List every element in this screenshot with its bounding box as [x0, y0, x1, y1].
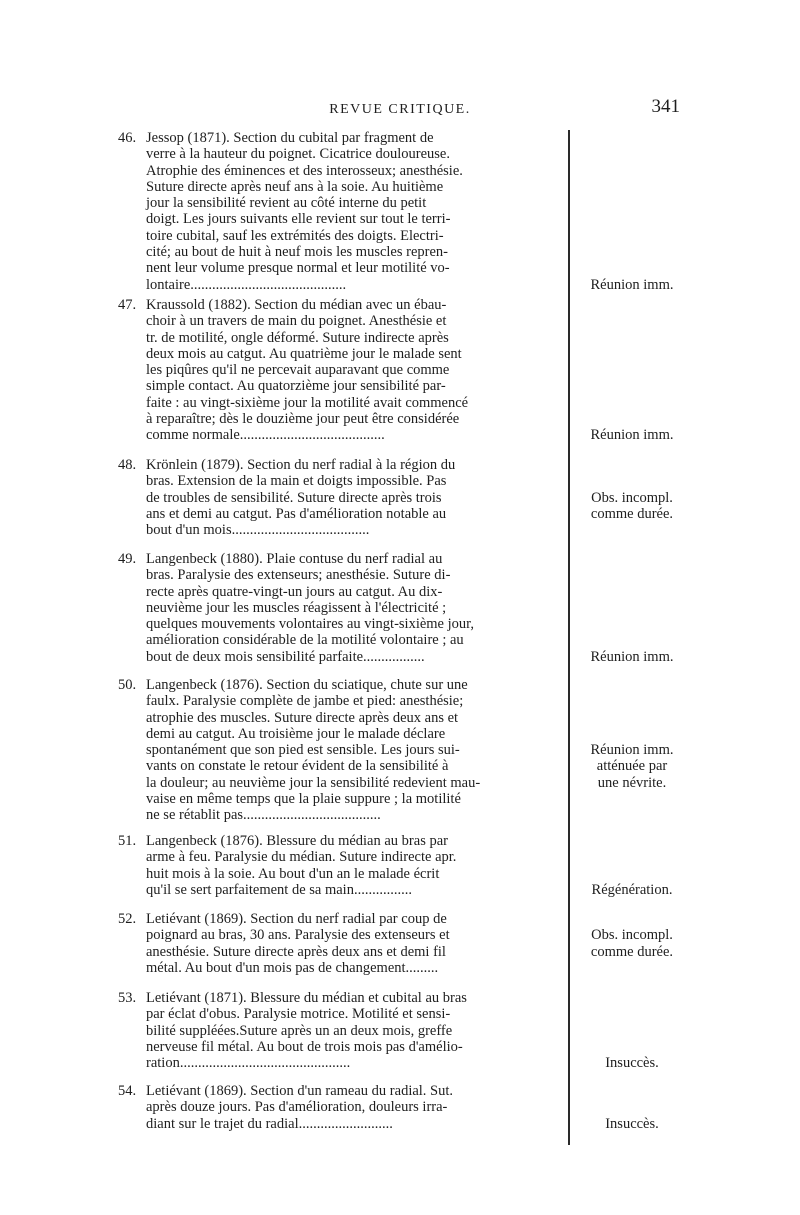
text-line — [118, 710, 568, 726]
result-line: une névrite. — [597, 774, 667, 791]
line-text: recte après quatre-vingt-un jours au catgut. Au dix- — [146, 583, 443, 600]
text-line — [118, 378, 568, 394]
observation-text — [118, 990, 568, 1071]
line-text: après douze jours. Pas d'amélioration, douleurs irra- — [146, 1099, 448, 1116]
text-line — [118, 775, 568, 791]
result-note — [574, 1116, 690, 1132]
result-line: Réunion imm. — [590, 276, 674, 293]
text-line — [118, 758, 568, 774]
observation-text — [118, 677, 568, 824]
result-line: comme durée. — [590, 505, 674, 522]
text-line — [118, 346, 568, 362]
observation-text — [118, 457, 568, 538]
line-text: métal. Au bout d'un mois pas de changement......... — [146, 959, 439, 976]
line-text: faulx. Paralysie complète de jambe et pied: anesthésie; — [146, 693, 464, 710]
text-line — [118, 457, 568, 473]
text-line — [118, 1055, 568, 1071]
line-text: Kraussold (1882). Section du médian avec un ébau- — [146, 297, 447, 313]
text-line — [118, 882, 568, 898]
text-line — [118, 260, 568, 276]
result-note — [574, 427, 690, 443]
line-text: Letiévant (1869). Section du nerf radial par coup de — [146, 911, 447, 927]
observation-number: 52. — [118, 911, 137, 927]
text-line — [118, 911, 568, 927]
page-number: 341 — [651, 96, 680, 117]
line-text: bras. Extension de la main et doigts impossible. Pas — [146, 473, 447, 490]
line-text: doigt. Les jours suivants elle revient sur tout le terri- — [146, 211, 451, 228]
line-text: la douleur; au neuvième jour la sensibilité redevient mau- — [146, 774, 481, 791]
text-line — [118, 195, 568, 211]
text-line — [118, 616, 568, 632]
observation-text — [118, 833, 568, 898]
text-line — [118, 866, 568, 882]
text-line — [118, 849, 568, 865]
line-text: cité; au bout de huit à neuf mois les muscles repren- — [146, 244, 448, 261]
result-note — [574, 882, 690, 898]
observation-number: 50. — [118, 677, 137, 693]
observation-text — [118, 911, 568, 976]
result-line: atténuée par — [596, 758, 668, 775]
text-line — [118, 833, 568, 849]
line-text: Langenbeck (1880). Plaie contuse du nerf radial au — [146, 551, 443, 567]
line-text: qu'il se sert parfaitement de sa main................ — [146, 881, 412, 898]
text-line — [118, 742, 568, 758]
text-line — [118, 960, 568, 976]
line-text: quelques mouvements volontaires au vingt-sixième jour, — [146, 616, 475, 633]
line-text: Langenbeck (1876). Blessure du médian au bras par — [146, 833, 448, 849]
text-line — [118, 522, 568, 538]
line-text: simple contact. Au quatorzième jour sensibilité par- — [146, 378, 446, 395]
line-text: nerveuse fil métal. Au bout de trois mois pas d'amélio- — [146, 1038, 463, 1055]
observation-entry — [118, 551, 684, 665]
result-line: Réunion imm. — [590, 648, 674, 665]
result-note — [574, 742, 690, 791]
text-line — [118, 313, 568, 329]
text-line — [118, 297, 568, 313]
line-text: faite : au vingt-sixième jour la motilité avait commencé — [146, 394, 469, 411]
text-line — [118, 146, 568, 162]
line-text: Letiévant (1871). Blessure du médian et cubital au bras — [146, 990, 467, 1006]
text-line — [118, 927, 568, 943]
line-text: de troubles de sensibilité. Suture directe après trois — [146, 489, 442, 506]
text-line — [118, 211, 568, 227]
line-text: par éclat d'obus. Paralysie motrice. Motilité et sensi- — [146, 1006, 451, 1023]
text-line — [118, 427, 568, 443]
line-text: atrophie des muscles. Suture directe après deux ans et — [146, 709, 459, 726]
text-line — [118, 726, 568, 742]
observation-number: 48. — [118, 457, 137, 473]
result-note — [574, 927, 690, 960]
result-note — [574, 277, 690, 293]
text-line — [118, 632, 568, 648]
line-text: tr. de motilité, ongle déformé. Suture indirecte après — [146, 329, 449, 346]
result-note — [574, 649, 690, 665]
line-text: les piqûres qu'il ne percevait auparavant que comme — [146, 362, 450, 379]
page-header — [0, 96, 800, 126]
text-line — [118, 584, 568, 600]
line-text: bout d'un mois...................................... — [146, 522, 370, 539]
result-note — [574, 490, 690, 523]
line-text: poignard au bras, 30 ans. Paralysie des extenseurs et — [146, 927, 450, 944]
text-line — [118, 228, 568, 244]
line-text: ration............................................... — [146, 1055, 351, 1072]
text-line — [118, 551, 568, 567]
observation-number: 54. — [118, 1083, 137, 1099]
line-text: Krönlein (1879). Section du nerf radial à la région du — [146, 457, 456, 473]
text-line — [118, 791, 568, 807]
observation-text — [118, 1083, 568, 1132]
observation-entry — [118, 677, 684, 824]
text-line — [118, 1006, 568, 1022]
observation-entry — [118, 990, 684, 1071]
text-line — [118, 649, 568, 665]
line-text: à reparaître; dès le douzième jour peut être considérée — [146, 411, 460, 428]
line-text: Jessop (1871). Section du cubital par fragment de — [146, 130, 434, 146]
line-text: demi au catgut. Au troisième jour le malade déclare — [146, 725, 446, 742]
text-line — [118, 677, 568, 693]
line-text: amélioration considérable de la motilité volontaire ; au — [146, 632, 464, 649]
line-text: Atrophie des éminences et des interosseux; anesthésie. — [146, 162, 463, 179]
line-text: vaise en même temps que la plaie suppure ; la motilité — [146, 791, 461, 808]
line-text: nent leur volume presque normal et leur motilité vo- — [146, 260, 450, 277]
line-text: bilité suppléées.Suture après un an deux mois, greffe — [146, 1022, 453, 1039]
line-text: comme normale........................................ — [146, 427, 385, 444]
text-line — [118, 807, 568, 823]
observation-number: 46. — [118, 130, 137, 146]
observation-number: 49. — [118, 551, 137, 567]
line-text: vants on constate le retour évident de la sensibilité à — [146, 758, 449, 775]
line-text: Langenbeck (1876). Section du sciatique, chute sur une — [146, 677, 468, 693]
line-text: bras. Paralysie des extenseurs; anesthésie. Suture di- — [146, 567, 451, 584]
result-line: comme durée. — [590, 943, 674, 960]
observation-entry — [118, 130, 684, 293]
result-line: Réunion imm. — [590, 427, 674, 444]
text-line — [118, 395, 568, 411]
observation-text — [118, 297, 568, 444]
text-line — [118, 944, 568, 960]
observation-text — [118, 130, 568, 293]
text-line — [118, 163, 568, 179]
observation-entry — [118, 297, 684, 444]
observation-entry — [118, 457, 684, 538]
line-text: Suture directe après neuf ans à la soie. Au huitième — [146, 178, 444, 195]
line-text: anesthésie. Suture directe après deux ans et demi fil — [146, 943, 446, 960]
result-line: Obs. incompl. — [591, 489, 673, 506]
text-line — [118, 1083, 568, 1099]
result-line: Réunion imm. — [590, 742, 674, 759]
text-line — [118, 1023, 568, 1039]
text-line — [118, 693, 568, 709]
result-line: Régénération. — [591, 881, 673, 898]
line-text: bout de deux mois sensibilité parfaite................. — [146, 648, 425, 665]
text-line — [118, 473, 568, 489]
observation-number: 53. — [118, 990, 137, 1006]
line-text: ans et demi au catgut. Pas d'amélioration notable au — [146, 505, 447, 522]
line-text: jour la sensibilité revient au côté interne du petit — [146, 195, 427, 212]
line-text: choir à un travers de main du poignet. Anesthésie et — [146, 313, 447, 330]
line-text: ne se rétablit pas...................................... — [146, 807, 381, 824]
result-line: Insuccès. — [605, 1115, 659, 1132]
result-line: Insuccès. — [605, 1055, 659, 1072]
line-text: diant sur le trajet du radial.......................... — [146, 1115, 393, 1132]
running-title: REVUE CRITIQUE. — [329, 102, 471, 117]
text-line — [118, 362, 568, 378]
text-line — [118, 244, 568, 260]
observation-entry — [118, 833, 684, 898]
text-line — [118, 490, 568, 506]
text-line — [118, 990, 568, 1006]
text-line — [118, 506, 568, 522]
line-text: huit mois à la soie. Au bout d'un an le malade écrit — [146, 865, 440, 882]
result-note — [574, 1055, 690, 1071]
line-text: deux mois au catgut. Au quatrième jour le malade sent — [146, 345, 462, 362]
text-line — [118, 179, 568, 195]
text-line — [118, 600, 568, 616]
observation-text — [118, 551, 568, 665]
text-line — [118, 1039, 568, 1055]
text-line — [118, 330, 568, 346]
line-text: Letiévant (1869). Section d'un rameau du radial. Sut. — [146, 1083, 454, 1099]
line-text: spontanément que son pied est sensible. Les jours sui- — [146, 742, 460, 759]
observation-number: 51. — [118, 833, 137, 849]
text-line — [118, 277, 568, 293]
text-line — [118, 130, 568, 146]
line-text: neuvième jour les muscles réagissent à l'électricité ; — [146, 599, 447, 616]
line-text: verre à la hauteur du poignet. Cicatrice douloureuse. — [146, 146, 450, 163]
observation-entry — [118, 1083, 684, 1132]
result-line: Obs. incompl. — [591, 927, 673, 944]
text-line — [118, 411, 568, 427]
line-text: lontaire........................................... — [146, 276, 347, 293]
line-text: arme à feu. Paralysie du médian. Suture indirecte apr. — [146, 849, 457, 866]
observation-entry — [118, 911, 684, 976]
text-line — [118, 1116, 568, 1132]
text-line — [118, 567, 568, 583]
line-text: toire cubital, sauf les extrémités des doigts. Electri- — [146, 227, 444, 244]
observation-number: 47. — [118, 297, 137, 313]
text-line — [118, 1099, 568, 1115]
